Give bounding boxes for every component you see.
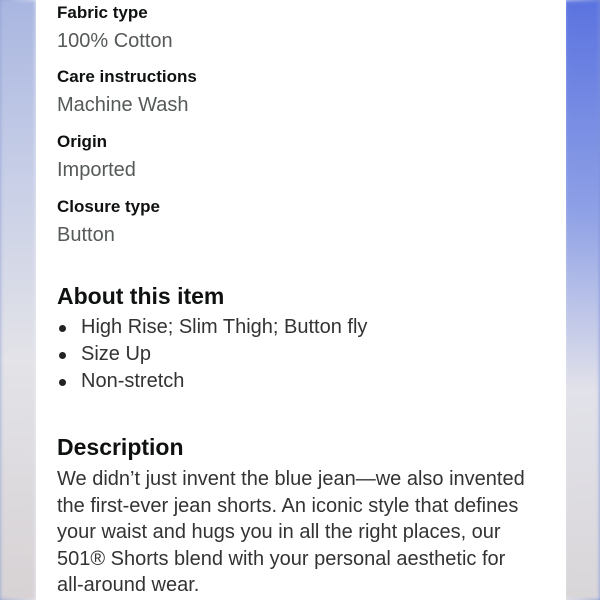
bullet-dot-icon (59, 379, 66, 386)
spec-closure-type (57, 196, 160, 248)
spec-label: Origin (57, 132, 108, 151)
product-details-card (36, 0, 566, 600)
about-bullet-list (57, 314, 367, 395)
description-section-title: Description (57, 434, 184, 460)
spec-value: Imported (57, 159, 136, 181)
spec-value: Button (57, 224, 115, 246)
list-item (57, 341, 367, 368)
spec-label: Fabric type (57, 3, 148, 22)
spec-origin (57, 131, 136, 183)
description-line: your waist and hugs you in all the right places, our (57, 521, 501, 543)
description-text (57, 466, 557, 599)
bullet-dot-icon (59, 325, 66, 332)
spec-value: 100% Cotton (57, 30, 173, 52)
bullet-text: Non-stretch (81, 370, 185, 392)
spec-fabric-type (57, 2, 173, 54)
bullet-text: High Rise; Slim Thigh; Button fly (81, 316, 368, 338)
background-edge-left (0, 0, 36, 600)
bullet-dot-icon (59, 352, 66, 359)
spec-care-instructions (57, 66, 197, 118)
about-section-title: About this item (57, 283, 225, 309)
description-line: the first-ever jean shorts. An iconic style that defines (57, 494, 519, 517)
bullet-text: Size Up (81, 343, 152, 365)
spec-label: Care instructions (57, 67, 197, 86)
spec-value: Machine Wash (57, 94, 189, 116)
description-line: 501® Shorts blend with your personal aesthetic for (57, 547, 506, 570)
description-line: all-around wear. (57, 574, 200, 596)
description-line: We didn’t just invent the blue jean—we also invented (57, 468, 525, 490)
background-edge-right (564, 0, 600, 600)
list-item (57, 314, 367, 341)
spec-label: Closure type (57, 197, 160, 216)
list-item (57, 368, 367, 395)
